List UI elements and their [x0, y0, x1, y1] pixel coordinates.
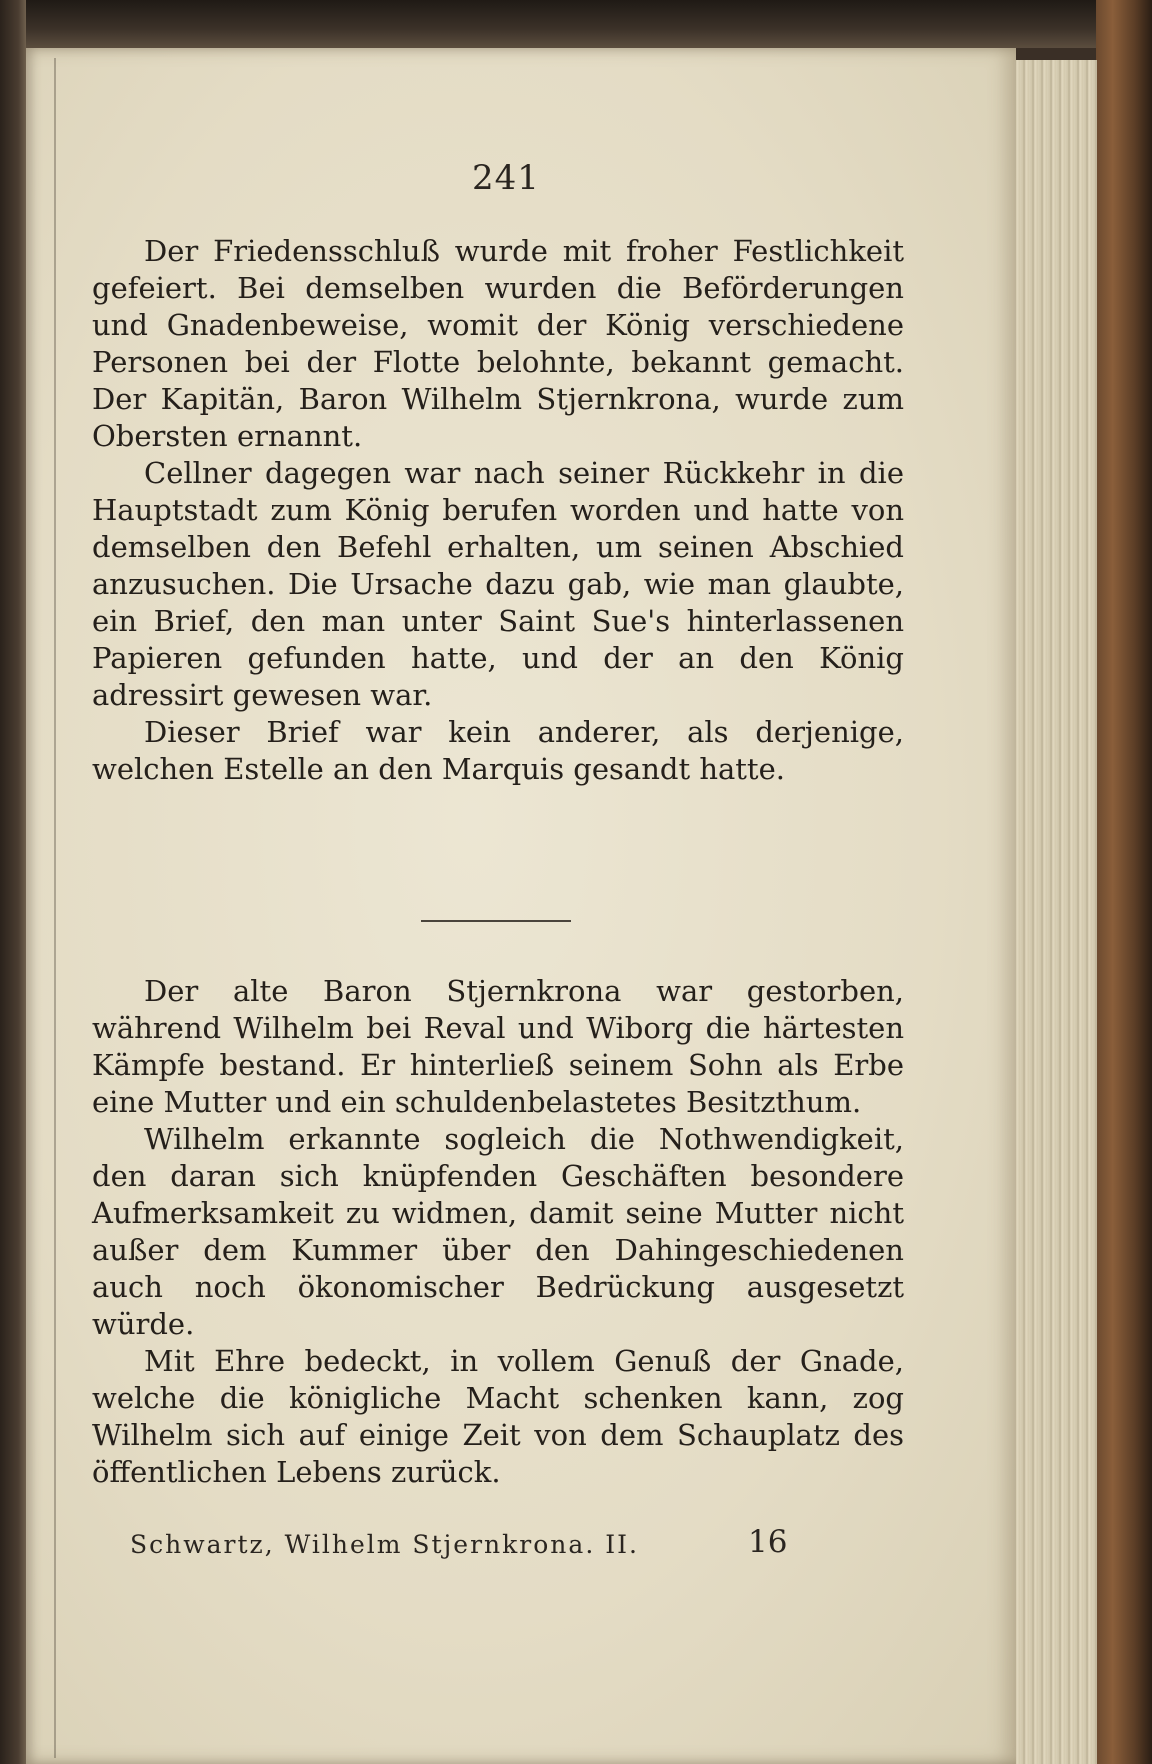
page-number: 241: [472, 158, 540, 198]
section-one: [92, 233, 904, 788]
section-separator: [421, 920, 571, 922]
paragraph: Mit Ehre bedeckt, in vollem Genuß der Gnade, welche die königliche Macht schenken kann, zog Wilhelm sich auf einige Zeit von dem Schauplatz des öffentlichen Lebens zurück.: [92, 1344, 904, 1489]
book-cover-edge: [1096, 0, 1152, 1764]
gutter-line: [54, 58, 56, 1758]
sheet-number: 16: [748, 1524, 788, 1560]
paragraph: Wilhelm erkannte sogleich die Nothwendigkeit, den daran sich knüpfenden Geschäften besondere Aufmerksamkeit zu widmen, damit seine Mutter nicht außer dem Kummer über den Dahingeschiedenen auch noch ökonomischer Bedrückung ausgesetzt würde.: [92, 1122, 904, 1341]
paragraph: Dieser Brief war kein anderer, als derjenige, welchen Estelle an den Marquis gesandt hatte.: [92, 715, 904, 786]
footer-signature: Schwartz, Wilhelm Stjernkrona. II.: [130, 1530, 639, 1559]
book-binding-top: [0, 0, 1152, 48]
paragraph: Der alte Baron Stjernkrona war gestorben, während Wilhelm bei Reval und Wiborg die härtesten Kämpfe bestand. Er hinterließ seinem Sohn als Erbe eine Mutter und ein schuldenbelastetes Besitzthum.: [92, 974, 904, 1119]
book-page: [26, 48, 1016, 1764]
paragraph: Der Friedensschluß wurde mit froher Festlichkeit gefeiert. Bei demselben wurden die Beförderungen und Gnadenbeweise, womit der König verschiedene Personen bei der Flotte belohnte, bekannt gemacht. Der Kapitän, Baron Wilhelm Stjernkrona, wurde zum Obersten ernannt.: [92, 234, 904, 453]
book-binding-left: [0, 0, 26, 1764]
page-footer: [92, 1524, 904, 1564]
paragraph: Cellner dagegen war nach seiner Rückkehr in die Hauptstadt zum König berufen worden und hatte von demselben den Befehl erhalten, um seinen Abschied anzusuchen. Die Ursache dazu gab, wie man glaubte, ein Brief, den man unter Saint Sue's hinterlassenen Papieren gefunden hatte, und der an den König adressirt gewesen war.: [92, 456, 904, 712]
page-edges: [1010, 60, 1097, 1764]
section-two: [92, 973, 904, 1491]
